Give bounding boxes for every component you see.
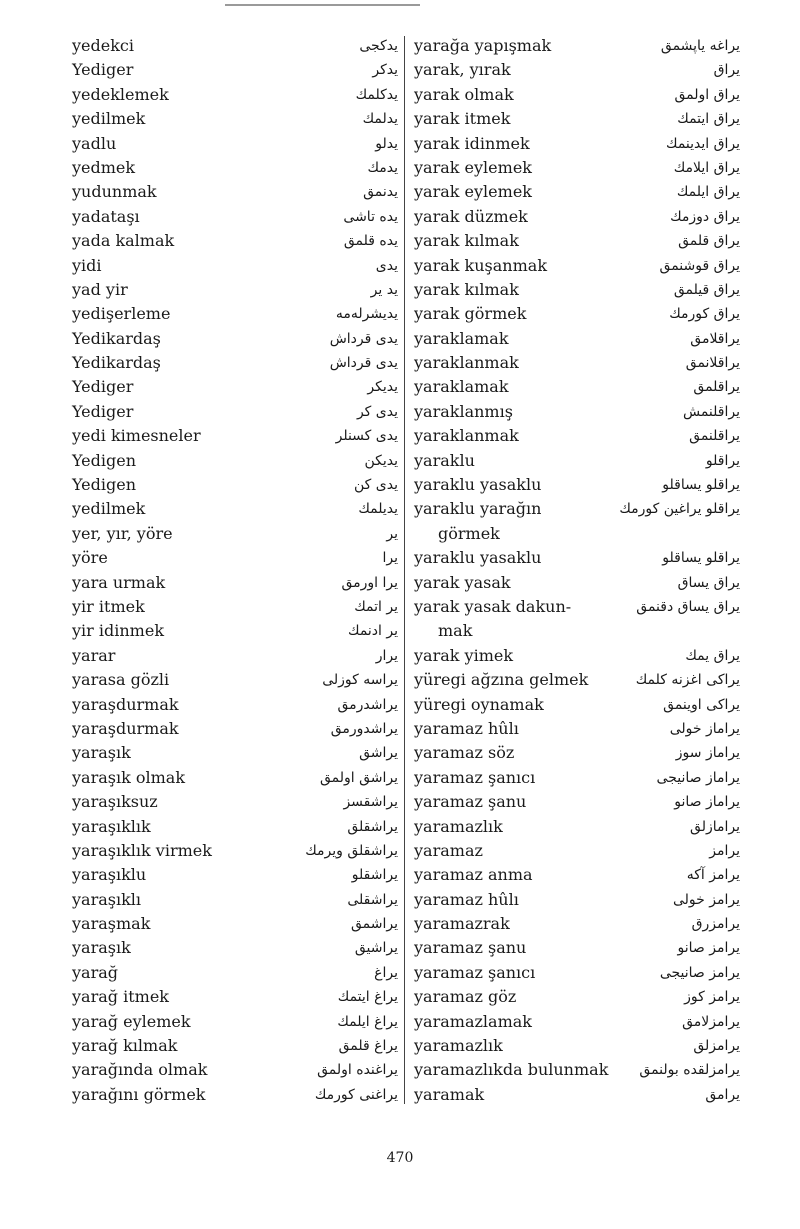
- entry-latin: yarağ itmek: [72, 987, 169, 1007]
- entry-arabic: يرامز خولى: [672, 891, 740, 908]
- entry-arabic: يراماز صانو: [674, 794, 740, 811]
- entry-arabic: يدلمك: [362, 111, 398, 128]
- entry-latin: yedişerleme: [72, 304, 171, 324]
- entry-arabic: يرامزرق: [691, 916, 740, 933]
- dictionary-entry: [414, 815, 740, 839]
- entry-arabic: يراقلنمق: [689, 428, 740, 445]
- dictionary-entry: [72, 1010, 398, 1034]
- dictionary-entry: [414, 619, 740, 643]
- entry-latin: yaramaz şanıcı: [414, 767, 536, 787]
- dictionary-entry: [414, 839, 740, 863]
- entry-arabic: يراقلو: [705, 452, 740, 469]
- dictionary-entry: [414, 449, 740, 473]
- entry-latin: yaraşıklık virmek: [72, 840, 212, 860]
- entry-latin: yaraklu yarağın: [414, 499, 542, 519]
- entry-latin: yaramaz göz: [414, 987, 517, 1007]
- dictionary-entry: [414, 205, 740, 229]
- entry-arabic: يدلو: [375, 135, 398, 152]
- entry-latin: yara urmak: [72, 572, 166, 592]
- dictionary-entry: [414, 254, 740, 278]
- dictionary-entry: [414, 766, 740, 790]
- dictionary-entry: [72, 1058, 398, 1082]
- entry-arabic: يرا: [382, 550, 398, 567]
- dictionary-entry: [414, 546, 740, 570]
- entry-latin: yudunmak: [72, 182, 157, 202]
- entry-arabic: يراقلامق: [690, 330, 740, 347]
- entry-arabic: يراشمق: [350, 916, 398, 933]
- entry-latin: yaraşıklu: [72, 865, 147, 885]
- entry-latin: yarağ kılmak: [72, 1036, 178, 1056]
- entry-arabic: يراق كورمك: [669, 306, 740, 323]
- entry-arabic: يراق ايلامك: [673, 159, 740, 176]
- entry-latin: yaraşdurmak: [72, 718, 179, 738]
- entry-arabic: يرا اورمق: [341, 574, 398, 591]
- entry-arabic: يراغنده اولمق: [317, 1062, 398, 1079]
- dictionary-entry: [72, 278, 398, 302]
- entry-arabic: يرامز كوز: [684, 989, 740, 1006]
- entry-arabic: يراشقلى: [347, 891, 398, 908]
- top-rule: [225, 4, 420, 6]
- dictionary-entry: [72, 351, 398, 375]
- entry-arabic: يرامز صانو: [677, 940, 740, 957]
- dictionary-entry: [414, 571, 740, 595]
- entry-latin: yarak itmek: [414, 109, 511, 129]
- dictionary-entry: [72, 936, 398, 960]
- entry-latin: yaramaz anma: [414, 865, 533, 885]
- dictionary-entry: [72, 132, 398, 156]
- entry-latin: yadataşı: [72, 206, 140, 226]
- dictionary-entry: [72, 107, 398, 131]
- entry-arabic: يديشرلەمە: [335, 306, 398, 323]
- column-divider: [404, 36, 405, 1104]
- dictionary-entry: [72, 888, 398, 912]
- entry-latin: yaramaz şanu: [414, 792, 527, 812]
- entry-latin: yarak olmak: [414, 84, 514, 104]
- dictionary-entry: [72, 375, 398, 399]
- entry-arabic: يدى قرداش: [329, 330, 398, 347]
- dictionary-entry: [72, 449, 398, 473]
- dictionary-entry: [414, 156, 740, 180]
- entry-latin: yaramazlamak: [414, 1011, 532, 1031]
- entry-latin: yaramazlık: [414, 1036, 503, 1056]
- entry-arabic: يده تاشى: [343, 208, 398, 225]
- entry-arabic: يراماز سوز: [675, 745, 740, 762]
- entry-latin: yedeklemek: [72, 84, 169, 104]
- entry-latin: yaramaz şanıcı: [414, 962, 536, 982]
- dictionary-entry: [414, 717, 740, 741]
- dictionary-entry: [72, 619, 398, 643]
- entry-arabic: ير ادنمك: [348, 623, 398, 640]
- entry-arabic: يراق اولمق: [674, 86, 740, 103]
- dictionary-entry: [72, 58, 398, 82]
- entry-arabic: يراقلو يساقلو: [662, 477, 740, 494]
- entry-arabic: يدى: [375, 257, 398, 274]
- entry-latin: yaramaz şanu: [414, 938, 527, 958]
- entry-arabic: يرامزلق: [693, 1038, 740, 1055]
- entry-arabic: يراشقلق: [347, 818, 398, 835]
- dictionary-entry: [72, 522, 398, 546]
- dictionary-entry: [72, 717, 398, 741]
- dictionary-entry: [72, 961, 398, 985]
- entry-latin: yidi: [72, 255, 102, 275]
- dictionary-entry: [72, 985, 398, 1009]
- entry-arabic: يراق قيلمق: [673, 281, 740, 298]
- entry-latin: yöre: [72, 548, 108, 568]
- entry-latin: Yediger: [72, 60, 134, 80]
- entry-latin: yaramazrak: [414, 914, 510, 934]
- entry-latin: yarak yasak dakun-: [414, 596, 572, 616]
- entry-arabic: يراق ايلمك: [676, 184, 740, 201]
- entry-arabic: يراغ: [374, 964, 398, 981]
- dictionary-entry: [72, 766, 398, 790]
- entry-latin: yaraklu yasaklu: [414, 475, 542, 495]
- entry-arabic: يراق ايتمك: [677, 111, 740, 128]
- entry-latin: yedilmek: [72, 499, 146, 519]
- entry-latin: yarağ eylemek: [72, 1011, 191, 1031]
- entry-arabic: يراق: [713, 62, 740, 79]
- entry-arabic: يديكر: [367, 379, 398, 396]
- dictionary-entry: [414, 351, 740, 375]
- dictionary-entry: [72, 644, 398, 668]
- entry-latin: yadlu: [72, 133, 117, 153]
- entry-latin: Yedigen: [72, 475, 137, 495]
- dictionary-entry: [414, 595, 740, 619]
- dictionary-entry: [414, 1034, 740, 1058]
- entry-arabic: يراغه ياپشمق: [660, 38, 740, 54]
- dictionary-entry: [72, 1034, 398, 1058]
- entry-latin: yarasa gözli: [72, 670, 170, 690]
- dictionary-entry: [72, 473, 398, 497]
- entry-arabic: يدى كن: [354, 477, 398, 494]
- entry-arabic: يدمك: [367, 159, 398, 176]
- dictionary-entry: [414, 375, 740, 399]
- entry-latin: yaramaz hûlı: [414, 889, 519, 909]
- dictionary-entry: [414, 327, 740, 351]
- entry-latin: yarağa yapışmak: [414, 36, 552, 55]
- entry-arabic: ير: [386, 525, 398, 542]
- entry-arabic: يراق دوزمك: [670, 208, 740, 225]
- entry-arabic: يراق قوشنمق: [659, 257, 740, 274]
- entry-latin: yaraşık: [72, 743, 131, 763]
- dictionary-entry: [414, 278, 740, 302]
- dictionary-entry: [72, 83, 398, 107]
- dictionary-entry: [72, 912, 398, 936]
- entry-arabic: يراشق: [359, 745, 398, 762]
- entry-latin: yad yir: [72, 279, 128, 299]
- entry-latin: mak: [438, 621, 473, 641]
- dictionary-entry: [414, 107, 740, 131]
- entry-latin: yarağında olmak: [72, 1060, 208, 1080]
- entry-latin: yada kalmak: [72, 231, 175, 251]
- dictionary-entry: [72, 595, 398, 619]
- entry-arabic: يدكر: [372, 62, 398, 79]
- dictionary-entry: [414, 961, 740, 985]
- entry-arabic: يراشقلق ويرمك: [305, 842, 398, 859]
- entry-arabic: يديلمك: [358, 501, 398, 518]
- dictionary-entry: [414, 400, 740, 424]
- entry-latin: yaraklamak: [414, 377, 509, 397]
- entry-arabic: يراقلو يراغين كورمك: [619, 501, 740, 518]
- entry-arabic: يرامازلق: [690, 818, 740, 835]
- dictionary-entry: [72, 668, 398, 692]
- entry-latin: yaramazlıkda bulunmak: [414, 1060, 609, 1080]
- dictionary-entry: [414, 741, 740, 765]
- left-column: [72, 34, 398, 1107]
- entry-arabic: ير اتمك: [354, 598, 398, 615]
- dictionary-entry: [414, 522, 740, 546]
- entry-arabic: يرامزلامق: [682, 1013, 740, 1030]
- entry-latin: yarar: [72, 645, 116, 665]
- entry-latin: yaraşmak: [72, 914, 151, 934]
- dictionary-entry: [72, 571, 398, 595]
- entry-latin: yaraşık olmak: [72, 767, 186, 787]
- entry-arabic: يراقلو يساقلو: [662, 550, 740, 567]
- entry-latin: yaraşıklı: [72, 889, 142, 909]
- entry-latin: yaraşıklık: [72, 816, 151, 836]
- dictionary-entry: [414, 888, 740, 912]
- entry-arabic: يراق قلمق: [678, 233, 740, 250]
- entry-arabic: يرامق: [705, 1086, 740, 1103]
- entry-arabic: يدى كر: [356, 403, 398, 420]
- dictionary-entry: [414, 83, 740, 107]
- entry-arabic: يراغ قلمق: [338, 1038, 398, 1055]
- dictionary-entry: [72, 180, 398, 204]
- entry-arabic: يده قلمق: [343, 233, 398, 250]
- entry-arabic: يراشق اولمق: [319, 769, 398, 786]
- entry-latin: görmek: [438, 523, 500, 543]
- entry-latin: yaraklu yasaklu: [414, 548, 542, 568]
- dictionary-entry: [414, 34, 740, 58]
- dictionary-entry: [72, 863, 398, 887]
- dictionary-entry: [414, 180, 740, 204]
- entry-arabic: يراغ ايتمك: [337, 989, 398, 1006]
- entry-latin: Yedigen: [72, 450, 137, 470]
- entry-arabic: يديكن: [364, 452, 398, 469]
- dictionary-entry: [414, 985, 740, 1009]
- dictionary-entry: [72, 302, 398, 326]
- dictionary-entry: [72, 790, 398, 814]
- entry-latin: yir itmek: [72, 596, 145, 616]
- dictionary-entry: [414, 668, 740, 692]
- entry-latin: yedekci: [72, 36, 134, 55]
- entry-arabic: يراق يساق دقنمق: [636, 598, 740, 615]
- entry-latin: Yedikardaş: [72, 353, 161, 373]
- dictionary-entry: [72, 34, 398, 58]
- dictionary-entry: [72, 839, 398, 863]
- entry-latin: yaraklanmak: [414, 353, 519, 373]
- entry-arabic: يدكجى: [359, 38, 398, 54]
- entry-arabic: يراماز صانيجى: [656, 769, 740, 786]
- dictionary-entry: [72, 400, 398, 424]
- entry-arabic: يراشدرمق: [337, 696, 398, 713]
- right-column: [414, 34, 740, 1107]
- entry-latin: yarak idinmek: [414, 133, 530, 153]
- dictionary-entry: [72, 1083, 398, 1107]
- dictionary-entry: [414, 863, 740, 887]
- dictionary-entry: [414, 790, 740, 814]
- dictionary-entry: [414, 1083, 740, 1107]
- entry-latin: yaraklu: [414, 450, 475, 470]
- entry-latin: yedi kimesneler: [72, 426, 201, 446]
- dictionary-entry: [72, 546, 398, 570]
- entry-arabic: يراشدورمق: [330, 720, 398, 737]
- entry-arabic: يرامزلقده بولنمق: [639, 1062, 740, 1079]
- dictionary-entry: [72, 229, 398, 253]
- entry-arabic: يراغنى كورمك: [314, 1086, 398, 1103]
- dictionary-entry: [72, 815, 398, 839]
- entry-latin: yarak kuşanmak: [414, 255, 548, 275]
- dictionary-entry: [72, 327, 398, 351]
- entry-latin: yer, yır, yöre: [72, 523, 173, 543]
- entry-arabic: يراسه كوزلى: [322, 672, 398, 689]
- dictionary-entry: [414, 424, 740, 448]
- entry-latin: yarak, yırak: [414, 60, 511, 80]
- dictionary-entry: [414, 912, 740, 936]
- entry-latin: Yediger: [72, 377, 134, 397]
- entry-arabic: يرامز صانيجى: [659, 964, 740, 981]
- entry-latin: yarak eylemek: [414, 157, 532, 177]
- entry-latin: yaraşıksuz: [72, 792, 158, 812]
- entry-latin: yarak yasak: [414, 572, 511, 592]
- dictionary-entry: [414, 473, 740, 497]
- entry-latin: yüregi ağzına gelmek: [414, 670, 589, 690]
- entry-latin: yarak düzmek: [414, 206, 528, 226]
- entry-arabic: يرار: [375, 647, 398, 664]
- entry-latin: yarak yimek: [414, 645, 514, 665]
- entry-arabic: يراغ ايلمك: [337, 1013, 398, 1030]
- dictionary-entry: [72, 156, 398, 180]
- entry-latin: yaramazlık: [414, 816, 503, 836]
- dictionary-entry: [72, 424, 398, 448]
- dictionary-entry: [414, 302, 740, 326]
- entry-arabic: يراماز خولى: [669, 720, 740, 737]
- entry-latin: yaramak: [414, 1084, 485, 1104]
- entry-arabic: يدى قرداش: [329, 355, 398, 372]
- entry-latin: yir idinmek: [72, 621, 165, 641]
- entry-latin: Yedikardaş: [72, 328, 161, 348]
- entry-latin: yaraklanmak: [414, 426, 519, 446]
- dictionary-entry: [414, 229, 740, 253]
- entry-arabic: يراشيق: [354, 940, 398, 957]
- entry-latin: yaramaz hûlı: [414, 718, 519, 738]
- dictionary-entry: [414, 58, 740, 82]
- dictionary-entry: [414, 936, 740, 960]
- dictionary-entry: [72, 497, 398, 521]
- entry-latin: yarağ: [72, 962, 119, 982]
- entry-latin: yarak görmek: [414, 304, 527, 324]
- dictionary-entry: [414, 1058, 740, 1082]
- entry-arabic: يرامز: [709, 842, 740, 859]
- entry-arabic: يراقلمق: [693, 379, 740, 396]
- entry-latin: yedmek: [72, 157, 136, 177]
- entry-latin: yarak eylemek: [414, 182, 532, 202]
- dictionary-entry: [414, 497, 740, 521]
- entry-arabic: يراشقسز: [343, 794, 398, 811]
- entry-latin: yarağını görmek: [72, 1084, 206, 1104]
- entry-arabic: يراقلنمش: [682, 403, 740, 420]
- dictionary-entry: [414, 1010, 740, 1034]
- entry-arabic: يراكى اوينمق: [663, 696, 740, 713]
- page-number: 470: [386, 1150, 414, 1166]
- entry-arabic: يراق ايدينمك: [666, 135, 740, 152]
- dictionary-entry: [414, 644, 740, 668]
- dictionary-entry: [72, 693, 398, 717]
- entry-latin: yaraşdurmak: [72, 694, 179, 714]
- entry-latin: yarak kılmak: [414, 279, 519, 299]
- entry-latin: yaraklamak: [414, 328, 509, 348]
- entry-arabic: يراق يساق: [677, 574, 740, 591]
- entry-latin: yaramaz söz: [414, 743, 515, 763]
- dictionary-entry: [72, 741, 398, 765]
- dictionary-entry: [414, 132, 740, 156]
- entry-arabic: يرامز آكه: [686, 867, 740, 884]
- dictionary-entry: [72, 205, 398, 229]
- entry-latin: yüregi oynamak: [414, 694, 544, 714]
- entry-arabic: يد ير: [370, 281, 398, 298]
- entry-arabic: يدكلمك: [355, 86, 398, 103]
- entry-arabic: يراقلانمق: [685, 355, 740, 372]
- entry-arabic: يراكى اغزنه كلمك: [635, 672, 740, 689]
- entry-arabic: يدنمق: [363, 184, 398, 201]
- entry-latin: Yediger: [72, 401, 134, 421]
- entry-arabic: يراشقلو: [351, 867, 398, 884]
- entry-latin: yaraşık: [72, 938, 131, 958]
- entry-latin: yaraklanmış: [414, 401, 513, 421]
- entry-latin: yarak kılmak: [414, 231, 519, 251]
- entry-arabic: يدى كسنلر: [335, 428, 398, 445]
- dictionary-entry: [72, 254, 398, 278]
- entry-arabic: يراق يمك: [685, 647, 740, 664]
- entry-latin: yaramaz: [414, 840, 483, 860]
- dictionary-entry: [414, 693, 740, 717]
- entry-latin: yedilmek: [72, 109, 146, 129]
